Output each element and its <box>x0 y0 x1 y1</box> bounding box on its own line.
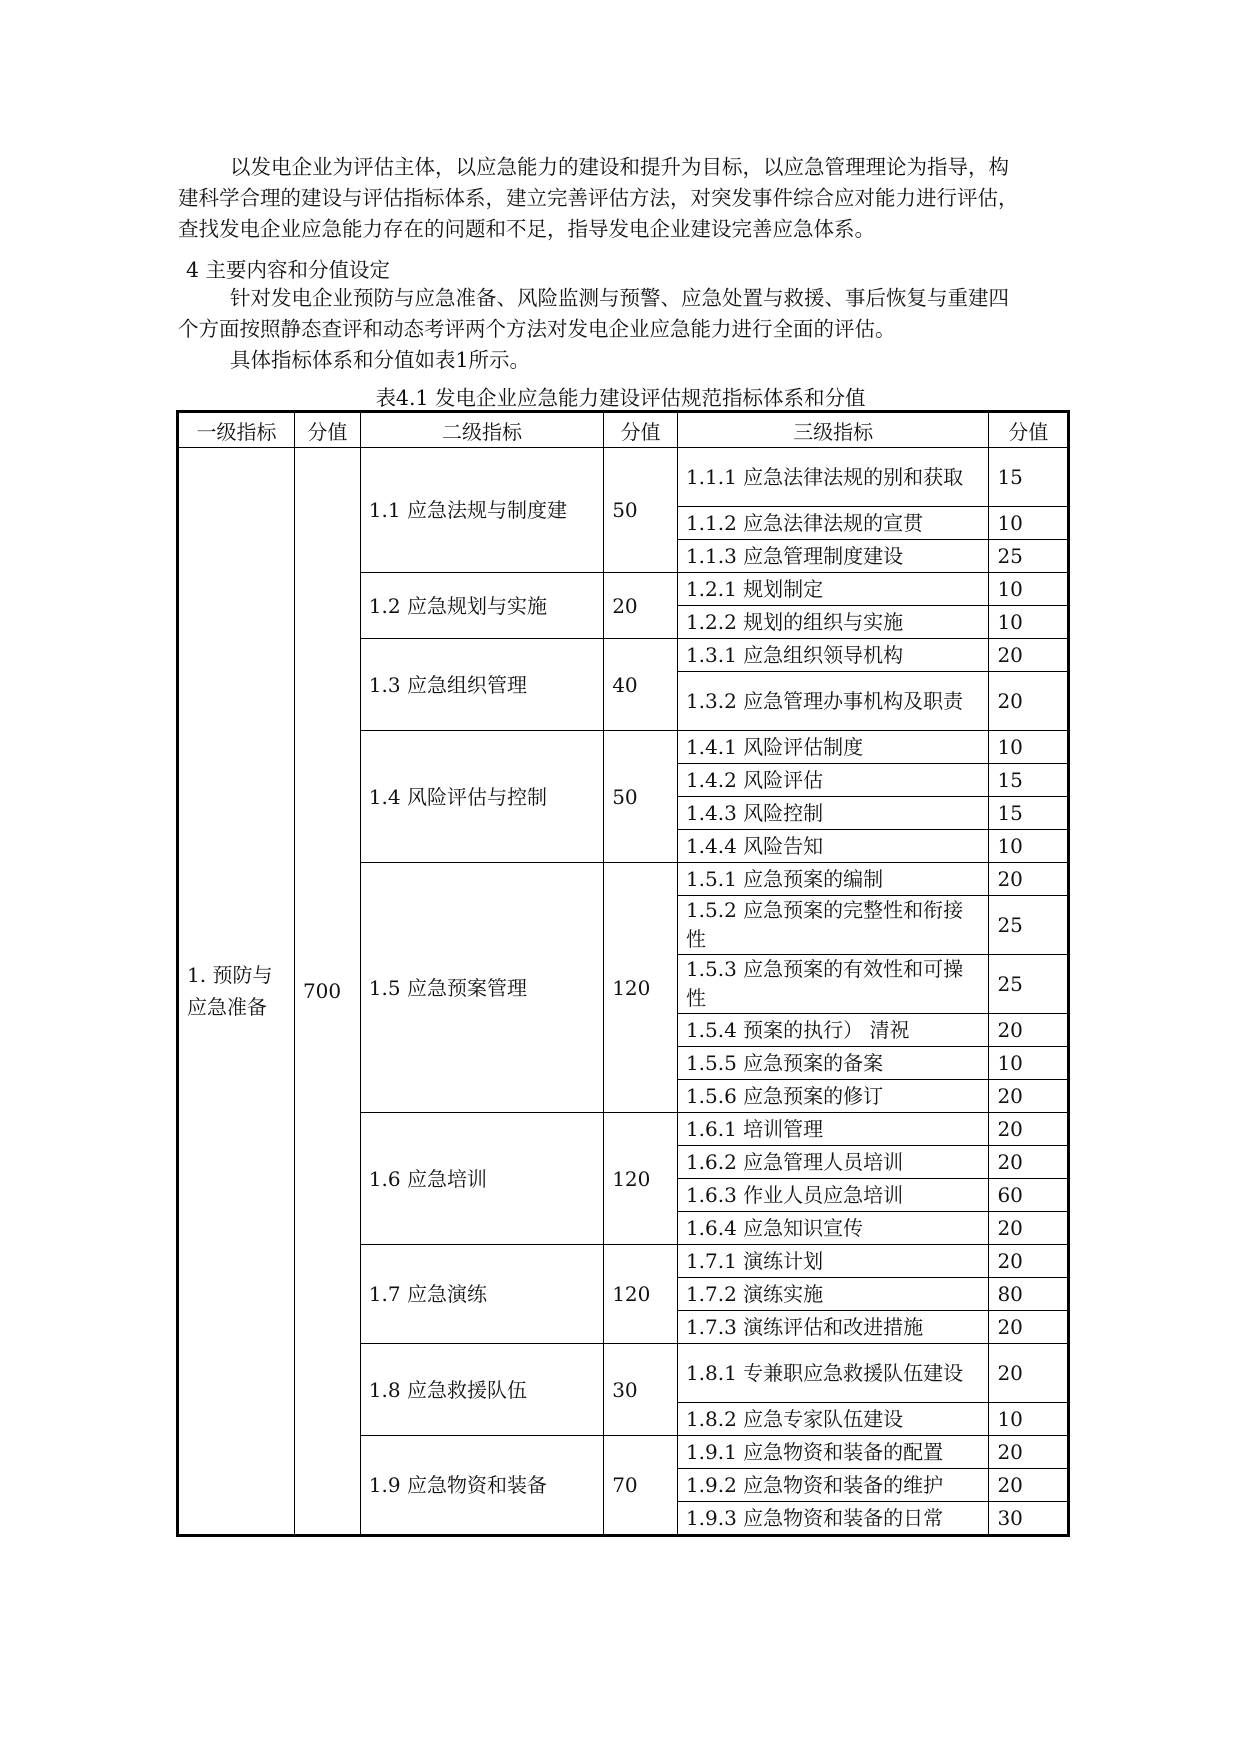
level3-name: 1.1.2 应急法律法规的宣贯 <box>677 507 989 540</box>
level2-name: 1.1 应急法规与制度建 <box>360 448 603 573</box>
header-level2: 二级指标 <box>360 412 603 448</box>
level3-score: 60 <box>989 1179 1069 1212</box>
level2-name: 1.8 应急救援队伍 <box>360 1344 603 1436</box>
level3-name: 1.5.1 应急预案的编制 <box>677 863 989 896</box>
table-caption: 表4.1 发电企业应急能力建设评估规范指标体系和分值 <box>375 386 866 410</box>
level3-name: 1.5.5 应急预案的备案 <box>677 1047 989 1080</box>
level3-score: 25 <box>989 955 1069 1014</box>
level3-score: 20 <box>989 863 1069 896</box>
level3-name: 1.5.6 应急预案的修订 <box>677 1080 989 1113</box>
level3-name: 1.3.2 应急管理办事机构及职责 <box>677 672 989 731</box>
level2-score: 30 <box>604 1344 678 1436</box>
level3-score: 15 <box>989 797 1069 830</box>
header-level1: 一级指标 <box>178 412 295 448</box>
header-score: 分值 <box>604 412 678 448</box>
level3-score: 10 <box>989 731 1069 764</box>
level3-score: 20 <box>989 1113 1069 1146</box>
level3-score: 20 <box>989 1014 1069 1047</box>
body-line: 个方面按照静态查评和动态考评两个方法对发电企业应急能力进行全面的评估。 <box>178 317 896 341</box>
level3-score: 20 <box>989 1146 1069 1179</box>
level2-name: 1.6 应急培训 <box>360 1113 603 1245</box>
level3-score: 20 <box>989 1344 1069 1403</box>
level3-name: 1.7.3 演练评估和改进措施 <box>677 1311 989 1344</box>
level3-name: 1.1.3 应急管理制度建设 <box>677 540 989 573</box>
level3-score: 15 <box>989 448 1069 507</box>
level3-name: 1.2.2 规划的组织与实施 <box>677 606 989 639</box>
level3-score: 25 <box>989 540 1069 573</box>
level3-name: 1.5.4 预案的执行） 清祝 <box>677 1014 989 1047</box>
level3-name: 1.6.1 培训管理 <box>677 1113 989 1146</box>
level2-score: 120 <box>604 863 678 1113</box>
level3-name: 1.2.1 规划制定 <box>677 573 989 606</box>
level3-name: 1.6.3 作业人员应急培训 <box>677 1179 989 1212</box>
level2-name: 1.3 应急组织管理 <box>360 639 603 731</box>
level3-score: 20 <box>989 1469 1069 1502</box>
level3-name: 1.9.1 应急物资和装备的配置 <box>677 1436 989 1469</box>
table-row <box>178 448 1069 507</box>
level3-score: 10 <box>989 606 1069 639</box>
level2-name: 1.9 应急物资和装备 <box>360 1436 603 1536</box>
level3-name: 1.7.2 演练实施 <box>677 1278 989 1311</box>
level3-score: 20 <box>989 672 1069 731</box>
body-paragraph <box>178 283 1058 376</box>
level3-name: 1.9.3 应急物资和装备的日常 <box>677 1502 989 1536</box>
header-score: 分值 <box>294 412 360 448</box>
level2-score: 70 <box>604 1436 678 1536</box>
level2-score: 40 <box>604 639 678 731</box>
level3-name: 1.8.1 专兼职应急救援队伍建设 <box>677 1344 989 1403</box>
level3-name: 1.1.1 应急法律法规的别和获取 <box>677 448 989 507</box>
level3-name: 1.4.4 风险告知 <box>677 830 989 863</box>
level3-score: 20 <box>989 1311 1069 1344</box>
level3-name: 1.9.2 应急物资和装备的维护 <box>677 1469 989 1502</box>
indicator-table <box>176 410 1070 1537</box>
header-level3: 三级指标 <box>677 412 989 448</box>
level2-score: 120 <box>604 1113 678 1245</box>
body-line: 针对发电企业预防与应急准备、风险监测与预警、应急处置与救援、事后恢复与重建四 <box>230 286 1009 310</box>
table-reference: 具体指标体系和分值如表1所示。 <box>230 348 531 372</box>
intro-paragraph <box>178 152 1058 245</box>
level2-name: 1.7 应急演练 <box>360 1245 603 1344</box>
level2-score: 120 <box>604 1245 678 1344</box>
level3-name: 1.4.1 风险评估制度 <box>677 731 989 764</box>
level3-score: 80 <box>989 1278 1069 1311</box>
level3-score: 25 <box>989 896 1069 955</box>
level2-name: 1.4 风险评估与控制 <box>360 731 603 863</box>
level3-score: 10 <box>989 1047 1069 1080</box>
header-score: 分值 <box>989 412 1069 448</box>
level3-name: 1.4.2 风险评估 <box>677 764 989 797</box>
level3-name: 1.4.3 风险控制 <box>677 797 989 830</box>
level3-name: 1.5.2 应急预案的完整性和衔接性 <box>677 896 989 955</box>
level2-score: 50 <box>604 731 678 863</box>
level3-name: 1.5.3 应急预案的有效性和可操性 <box>677 955 989 1014</box>
level1-name: 1. 预防与应急准备 <box>178 448 295 1536</box>
level3-score: 30 <box>989 1502 1069 1536</box>
level3-score: 20 <box>989 639 1069 672</box>
level3-name: 1.6.2 应急管理人员培训 <box>677 1146 989 1179</box>
level2-score: 50 <box>604 448 678 573</box>
intro-line: 查找发电企业应急能力存在的问题和不足，指导发电企业建设完善应急体系。 <box>178 217 875 241</box>
intro-line: 以发电企业为评估主体，以应急能力的建设和提升为目标，以应急管理理论为指导，构 <box>230 155 1009 179</box>
level1-score: 700 <box>294 448 360 1536</box>
level3-score: 10 <box>989 573 1069 606</box>
table-header-row <box>178 412 1069 448</box>
level2-name: 1.2 应急规划与实施 <box>360 573 603 639</box>
level3-score: 20 <box>989 1436 1069 1469</box>
section-heading: 4 主要内容和分值设定 <box>186 258 391 282</box>
level3-score: 15 <box>989 764 1069 797</box>
intro-line: 建科学合理的建设与评估指标体系，建立完善评估方法，对突发事件综合应对能力进行评估， <box>178 186 1019 210</box>
level3-score: 20 <box>989 1245 1069 1278</box>
level3-name: 1.3.1 应急组织领导机构 <box>677 639 989 672</box>
level3-score: 20 <box>989 1212 1069 1245</box>
level3-name: 1.7.1 演练计划 <box>677 1245 989 1278</box>
level2-name: 1.5 应急预案管理 <box>360 863 603 1113</box>
level2-score: 20 <box>604 573 678 639</box>
level3-score: 20 <box>989 1080 1069 1113</box>
level3-name: 1.8.2 应急专家队伍建设 <box>677 1403 989 1436</box>
level3-score: 10 <box>989 507 1069 540</box>
level3-name: 1.6.4 应急知识宣传 <box>677 1212 989 1245</box>
level3-score: 10 <box>989 830 1069 863</box>
level3-score: 10 <box>989 1403 1069 1436</box>
